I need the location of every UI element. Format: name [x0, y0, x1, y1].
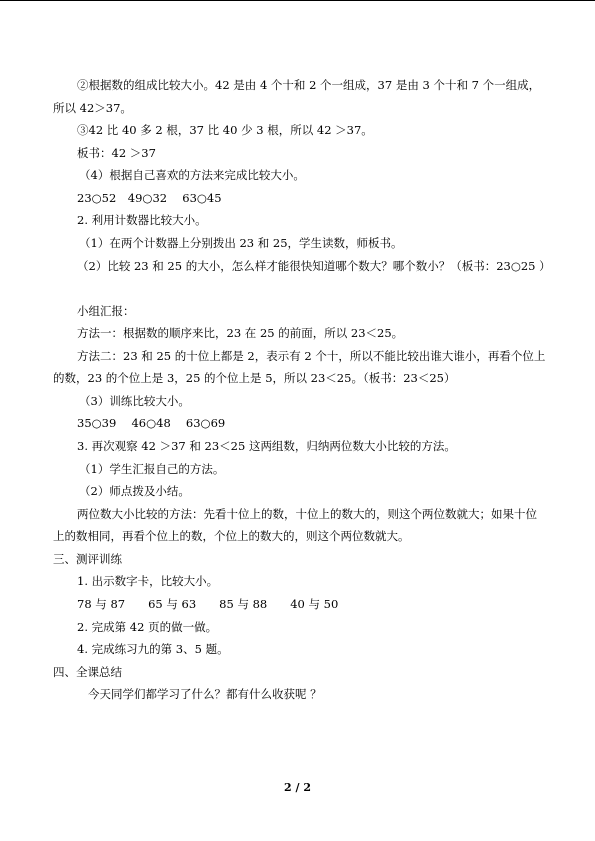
top-border-line: [0, 0, 595, 1]
exercise-row-2: 35○39 46○48 63○69: [77, 416, 226, 431]
step-2-compare: （2）比较 23 和 25 的大小，怎么样才能很快知道哪个数大？哪个数小？（板书：23○25 ）: [77, 258, 551, 273]
part-3-heading: 三、测评训练: [53, 551, 122, 566]
task-page-42: 2. 完成第 42 页的做一做。: [77, 619, 218, 634]
step-3-training: （3）训练比较大小。: [79, 393, 190, 408]
section-3-heading: 3. 再次观察 42 ＞37 和 23＜25 这两组数，归纳两位数大小比较的方法。: [77, 438, 456, 453]
section-2-heading: 2. 利用计数器比较大小。: [77, 213, 207, 228]
method-two: 方法二：23 和 25 的十位上都是 2，表示有 2 个十，所以不能比较出谁大谁小，再看个位上的数，23 的个位上是 3，25 的个位上是 5，所以 23＜25。（板书：23＜25）: [53, 348, 546, 386]
group-report-label: 小组汇报：: [77, 303, 135, 318]
part-4-heading: 四、全课总结: [53, 664, 122, 679]
exercise-row-3: 78 与 87 65 与 63 85 与 88 40 与 50: [77, 596, 339, 611]
page-number: 2 / 2: [284, 781, 311, 794]
teacher-summary: （2）师点拨及小结。: [79, 484, 190, 499]
closing-question: 今天同学们都学习了什么？都有什么收获呢 ？: [88, 687, 322, 702]
paragraph-compose-compare: ②根据数的组成比较大小。42 是由 4 个十和 2 个一组成，37 是由 3 个十和 7 个一组成，所以 42＞37。: [53, 78, 541, 115]
report-methods: （1）学生汇报自己的方法。: [79, 461, 225, 476]
blackboard-note-1: 板书：42 ＞37: [77, 145, 156, 160]
exercise-row-1: 23○52 49○32 63○45: [77, 190, 222, 205]
step-4-heading: （4）根据自己喜欢的方法来完成比较大小。: [79, 168, 305, 183]
comparison-rule: 两位数大小比较的方法：先看十位上的数，十位上的数大的，则这个两位数就大；如果十位上的数相同，再看个位上的数，个位上的数大的，则这个两位数就大。: [53, 506, 537, 544]
task-exercise-9: 4. 完成练习九的第 3、5 题。: [77, 642, 229, 657]
method-one: 方法一：根据数的顺序来比，23 在 25 的前面，所以 23＜25。: [77, 326, 404, 341]
step-1-abacus: （1）在两个计数器上分别拨出 23 和 25，学生读数，师板书。: [79, 235, 403, 250]
document-body: [53, 74, 551, 706]
paragraph-stick-compare: ③42 比 40 多 2 根，37 比 40 少 3 根，所以 42 ＞37。: [77, 123, 373, 137]
digit-card-task: 1. 出示数字卡，比较大小。: [77, 574, 219, 589]
